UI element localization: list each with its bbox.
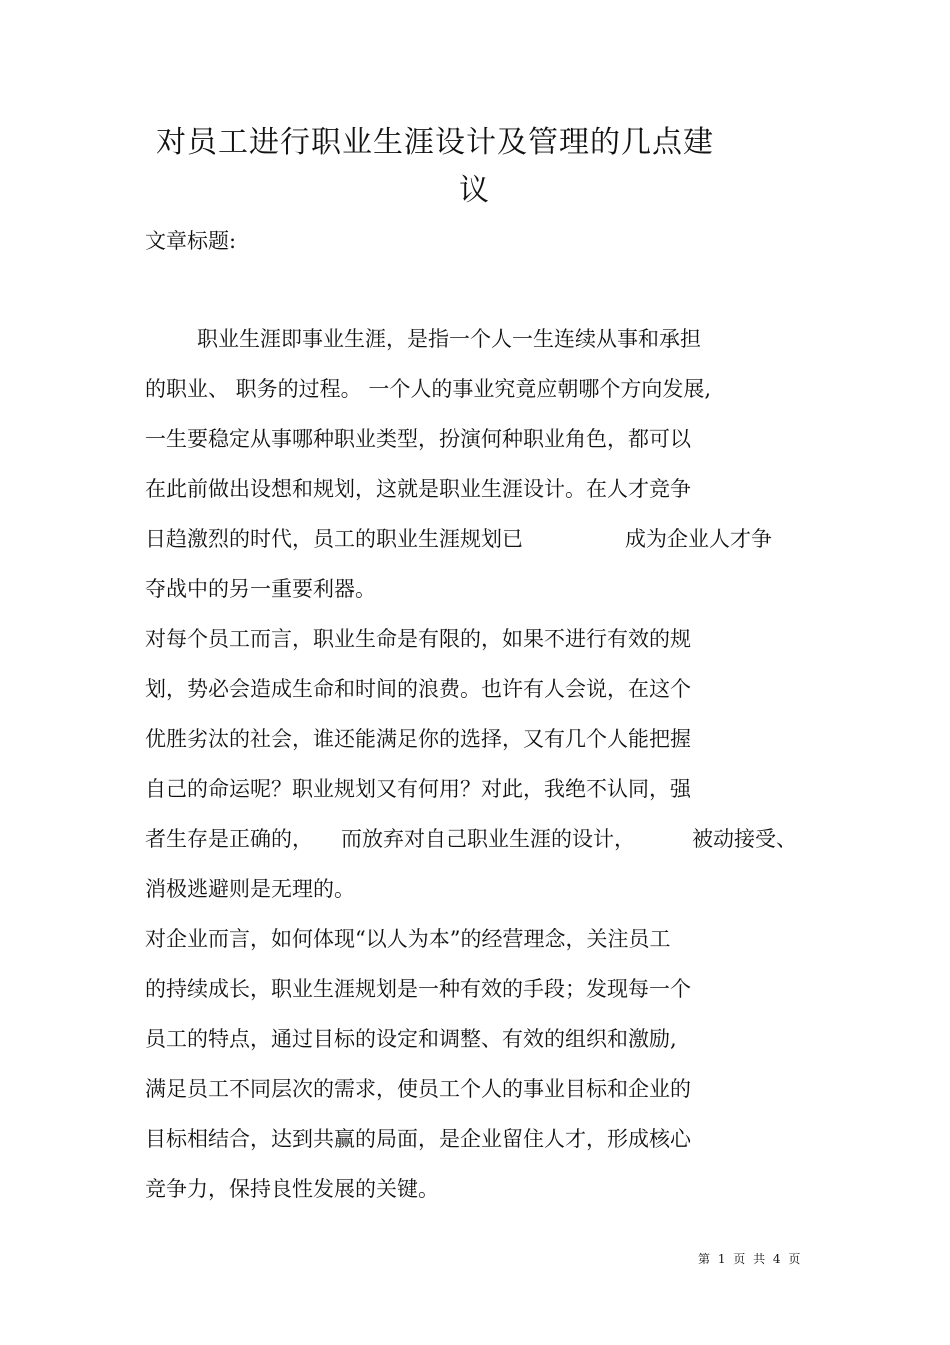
paragraph-line: 消极逃避则是无理的。 bbox=[145, 877, 355, 901]
paragraph-line: 一生要稳定从事哪种职业类型，扮演何种职业角色，都可以 bbox=[145, 427, 691, 451]
paragraph-line: 竞争力，保持良性发展的关键。 bbox=[145, 1177, 439, 1201]
paragraph-line: 划，势必会造成生命和时间的浪费。也许有人会说，在这个 bbox=[145, 677, 691, 701]
paragraph-line: 日趋激烈的时代，员工的职业生涯规划已 bbox=[145, 527, 523, 551]
paragraph-line: 对企业而言，如何体现“以人为本”的经营理念，关注员工 bbox=[145, 927, 671, 951]
paragraph-line: 员工的特点，通过目标的设定和调整、有效的组织和激励, bbox=[145, 1027, 677, 1051]
paragraph-line-fragment: 被动接受、 bbox=[692, 827, 797, 851]
paragraph-line: 的职业、 职务的过程。 一个人的事业究竟应朝哪个方向发展, bbox=[145, 377, 712, 401]
document-title-line-1: 对员工进行职业生涯设计及管理的几点建 bbox=[156, 125, 714, 160]
paragraph-line: 满足员工不同层次的需求，使员工个人的事业目标和企业的 bbox=[145, 1077, 691, 1101]
paragraph-line-fragment: 而放弃对自己职业生涯的设计， bbox=[341, 827, 635, 851]
paragraph-line: 的持续成长，职业生涯规划是一种有效的手段；发现每一个 bbox=[145, 977, 691, 1001]
paragraph-line: 职业生涯即事业生涯，是指一个人一生连续从事和承担 bbox=[197, 327, 701, 351]
paragraph-line: 者生存是正确的， bbox=[145, 827, 313, 851]
paragraph-line-fragment: 成为企业人才争 bbox=[625, 527, 772, 551]
article-title-label: 文章标题: bbox=[145, 229, 237, 253]
paragraph-line: 对每个员工而言，职业生命是有限的，如果不进行有效的规 bbox=[145, 627, 691, 651]
paragraph-line: 优胜劣汰的社会，谁还能满足你的选择，又有几个人能把握 bbox=[145, 727, 691, 751]
paragraph-line: 自己的命运呢？职业规划又有何用？对此，我绝不认同，强 bbox=[145, 777, 691, 801]
paragraph-line: 在此前做出设想和规划，这就是职业生涯设计。在人才竞争 bbox=[145, 477, 691, 501]
page-footer: 第 1 页 共 4 页 bbox=[698, 1252, 803, 1266]
paragraph-line: 目标相结合，达到共赢的局面，是企业留住人才，形成核心 bbox=[145, 1127, 691, 1151]
paragraph-line: 夺战中的另一重要利器。 bbox=[145, 577, 376, 601]
document-title-line-2: 议 bbox=[459, 173, 490, 208]
